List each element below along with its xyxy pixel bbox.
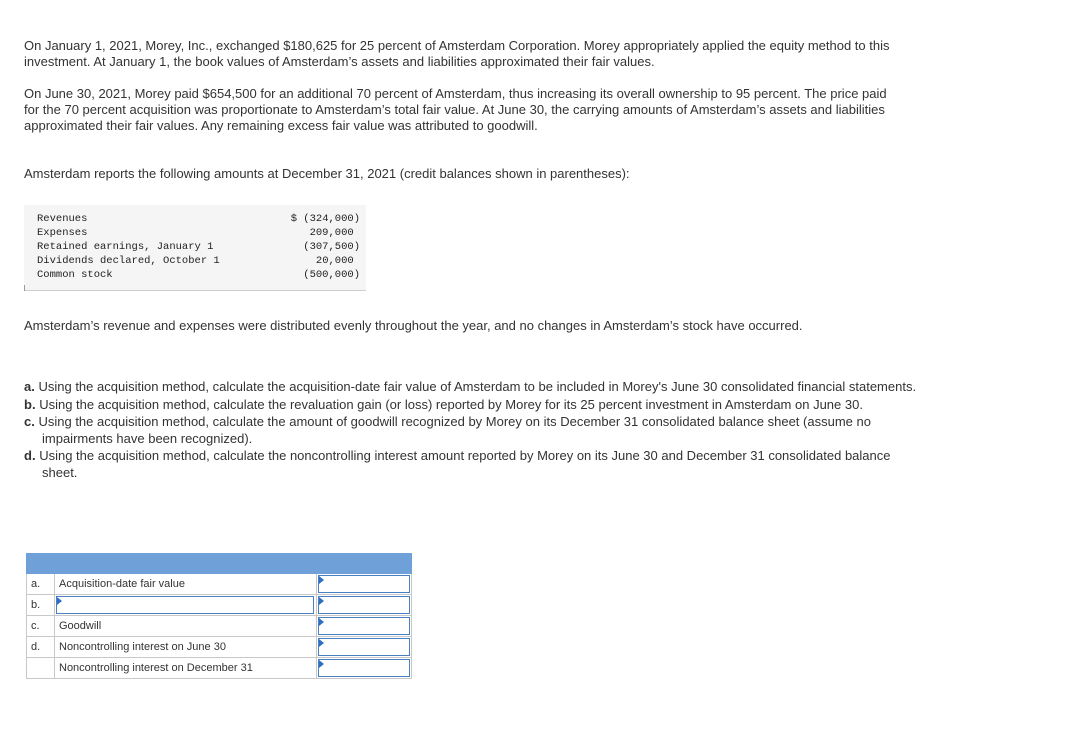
answer-table <box>26 553 412 679</box>
fin-amount: (307,500) <box>303 241 360 253</box>
fin-row-revenues <box>37 212 360 226</box>
question-text: Using the acquisition method, calculate the amount of goodwill recognized by Morey on its December 31 consolidated balance sheet (assume no impairments have been recognized). <box>38 414 871 446</box>
row-letter: c. <box>27 616 55 637</box>
question-text: Using the acquisition method, calculate the noncontrolling interest amount reported by Morey on its June 30 and December 31 consolidated balance sheet. <box>39 448 891 480</box>
fin-row-retained-earnings <box>37 240 360 254</box>
question-letter: c. <box>24 414 35 429</box>
answer-row-d-june <box>27 637 412 658</box>
input-marker-icon <box>319 660 324 668</box>
header-cell <box>27 554 55 574</box>
input-marker-icon <box>319 597 324 605</box>
question-text: Using the acquisition method, calculate the acquisition-date fair value of Amsterdam to be included in Morey's June 30 consolidated financial statements. <box>38 379 917 394</box>
box-corner-mark <box>24 285 25 291</box>
answer-row-b <box>27 595 412 616</box>
nci-december-input[interactable] <box>318 659 410 677</box>
fair-value-cell <box>317 574 412 595</box>
row-letter: a. <box>27 574 55 595</box>
row-letter: b. <box>27 595 55 616</box>
row-label: Noncontrolling interest on December 31 <box>55 658 317 679</box>
fin-label: Revenues <box>37 213 88 225</box>
question-c <box>24 414 924 447</box>
question-b <box>24 397 924 414</box>
fin-row-dividends <box>37 254 360 268</box>
fin-row-common-stock <box>37 268 360 282</box>
question-a <box>24 379 924 396</box>
header-cell <box>317 554 412 574</box>
question-letter: d. <box>24 448 36 463</box>
header-cell <box>55 554 317 574</box>
financial-amounts-box <box>24 205 366 291</box>
answer-row-a <box>27 574 412 595</box>
answer-table-header <box>27 554 412 574</box>
row-label: Acquisition-date fair value <box>55 574 317 595</box>
fin-label: Expenses <box>37 227 88 239</box>
row-letter <box>27 658 55 679</box>
intro-paragraph-2: On June 30, 2021, Morey paid $654,500 for an additional 70 percent of Amsterdam, thus increasing its overall ownership to 95 percent. The price paid for the 70 percent acquisition was proportionate to Amsterdam’s total fair value. At June 30, the carrying amounts of Amsterdam’s assets and liabilities approximated their fair values. Any remaining excess fair value was attributed to goodwill. <box>24 86 887 133</box>
question-text: Using the acquisition method, calculate the revaluation gain (or loss) reported by Morey for its 25 percent investment in Amsterdam on June 30. <box>39 396 863 412</box>
fin-row-expenses <box>37 226 360 240</box>
nci-june-input[interactable] <box>318 638 410 656</box>
question-d <box>24 448 924 481</box>
fin-amount: 209,000 <box>309 227 360 239</box>
fin-amount: $ (324,000) <box>290 213 360 225</box>
answer-row-d-december <box>27 658 412 679</box>
gain-loss-cell <box>317 595 412 616</box>
nci-june-cell <box>317 637 412 658</box>
goodwill-input[interactable] <box>318 617 410 635</box>
question-letter: b. <box>24 396 36 412</box>
answer-row-c <box>27 616 412 637</box>
input-marker-icon <box>319 639 324 647</box>
nci-december-cell <box>317 658 412 679</box>
gain-loss-label-dropdown[interactable] <box>56 596 314 614</box>
fin-label: Retained earnings, January 1 <box>37 241 214 253</box>
intro-paragraph-1: On January 1, 2021, Morey, Inc., exchanged $180,625 for 25 percent of Amsterdam Corporation. Morey appropriately applied the equity method to this investment. At January 1, the book values of Amsterdam’s assets and liabilities approximated their fair values. <box>24 38 890 69</box>
intro-paragraph-4: Amsterdam’s revenue and expenses were distributed evenly throughout the year, and no changes in Amsterdam’s stock have occurred. <box>24 318 803 333</box>
question-letter: a. <box>24 379 35 394</box>
input-marker-icon <box>319 576 324 584</box>
goodwill-cell <box>317 616 412 637</box>
fair-value-input[interactable] <box>318 575 410 593</box>
fin-label: Common stock <box>37 269 113 281</box>
gain-loss-input[interactable] <box>318 596 410 614</box>
fin-amount: 20,000 <box>315 255 360 267</box>
question-list <box>24 379 924 482</box>
fin-label: Dividends declared, October 1 <box>37 255 220 267</box>
intro-paragraph-3: Amsterdam reports the following amounts at December 31, 2021 (credit balances shown in parentheses): <box>24 166 630 181</box>
row-label: Noncontrolling interest on June 30 <box>55 637 317 658</box>
input-marker-icon <box>319 618 324 626</box>
dropdown-marker-icon <box>57 597 62 605</box>
fin-amount: (500,000) <box>303 269 360 281</box>
row-letter: d. <box>27 637 55 658</box>
row-label: Goodwill <box>55 616 317 637</box>
gain-loss-label-cell <box>55 595 317 616</box>
